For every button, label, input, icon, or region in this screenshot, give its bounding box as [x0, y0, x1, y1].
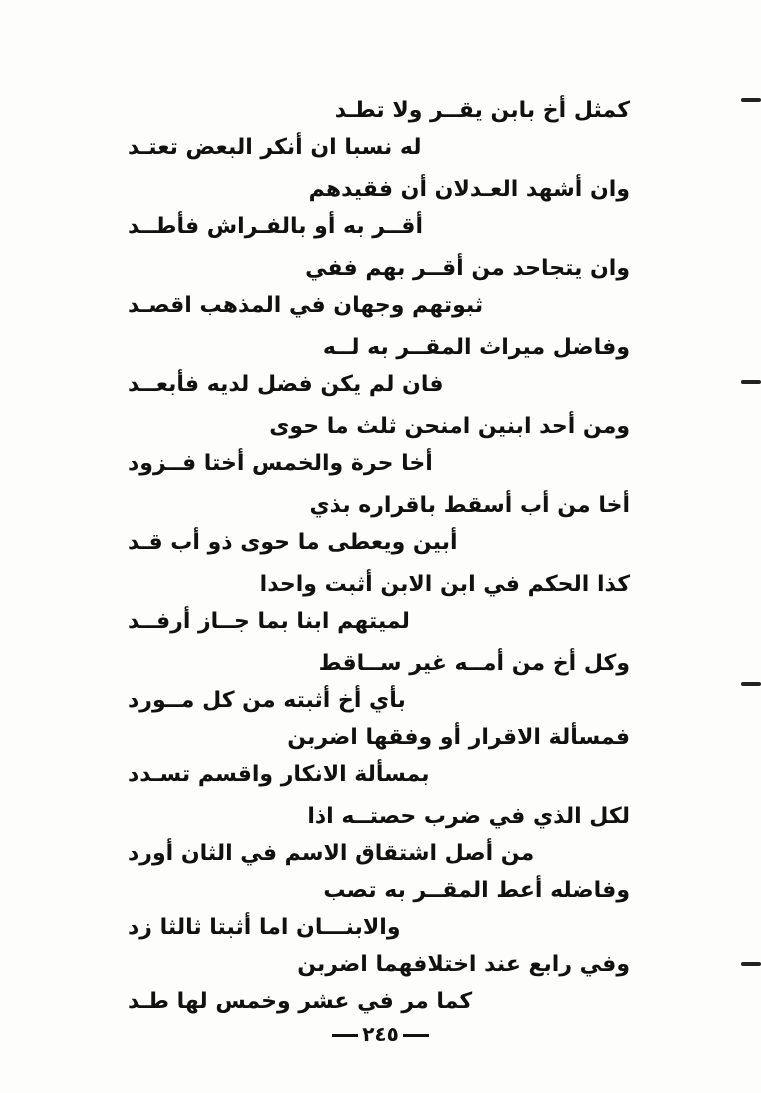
- verse-second-half: ثبوتهم وجهان في المذهب اقصـد: [128, 293, 484, 318]
- couplet-6: [110, 487, 630, 561]
- verse-second-half: بأي أخ أثبته من كل مــورد: [128, 688, 406, 713]
- verse-second-half: بمسألة الانكار واقسم تسـدد: [128, 762, 430, 787]
- verse-second-half: فان لم يكن فضل لديه فأبعــد: [128, 372, 444, 397]
- verse-first-half: وان يتجاحد من أقــر بهم ففي: [305, 256, 630, 281]
- verse-first-half: فمسألة الاقرار أو وفقها اضربن: [287, 725, 630, 750]
- couplet-4: [110, 329, 630, 403]
- verse-first-half: أخا من أب أسقط باقراره بذي: [309, 493, 630, 518]
- page-number-text: ٢٤٥: [362, 1022, 399, 1046]
- couplet-2: [110, 171, 630, 245]
- verse-second-half: من أصل اشتقاق الاسم في الثان أورد: [128, 841, 535, 866]
- couplet-8: [110, 645, 630, 719]
- couplet-10: [110, 798, 630, 872]
- verse-second-half: لميتهم ابنا بما جــاز أرفــد: [128, 609, 410, 634]
- verse-first-half: وكل أخ من أمــه غير ســاقط: [318, 651, 630, 676]
- verse-first-half: كمثل أخ بابن يقــر ولا تطـد: [334, 98, 630, 123]
- verse-second-half: أقــر به أو بالفـراش فأطــد: [128, 214, 423, 239]
- verse-second-half: كما مر في عشر وخمس لها طـد: [128, 989, 473, 1014]
- verse-first-half: لكل الذي في ضرب حصتــه اذا: [307, 804, 630, 829]
- page-number-dash-left: [332, 1034, 358, 1037]
- verse-first-half: وان أشهد العـدلان أن فقيدهم: [308, 177, 630, 202]
- verse-first-half: ومن أحد ابنين امنحن ثلث ما حوى: [269, 414, 630, 439]
- verse-first-half: وفي رابع عند اختلافهما اضربن: [297, 952, 630, 977]
- page-number-dash-right: [403, 1034, 429, 1037]
- margin-mark: [741, 682, 761, 686]
- verse-second-half: أبين ويعطى ما حوى ذو أب قـد: [128, 530, 458, 555]
- couplet-1: [110, 92, 630, 166]
- verse-first-half: وفاضل ميراث المقــر به لــه: [322, 335, 630, 360]
- couplet-12: [110, 946, 630, 1020]
- verse-second-half: أخا حرة والخمس أختا فــزود: [128, 451, 433, 476]
- page-number: [0, 1022, 761, 1046]
- couplet-11: [110, 872, 630, 946]
- verse-first-half: كذا الحكم في ابن الابن أثبت واحدا: [259, 572, 630, 597]
- verse-first-half: وفاضله أعط المقــر به تصب: [323, 878, 630, 903]
- couplet-3: [110, 250, 630, 324]
- margin-mark: [741, 962, 761, 966]
- margin-mark: [741, 380, 761, 384]
- verse-second-half: والابنـــان اما أثبتا ثالثا زد: [128, 915, 401, 940]
- poem-body: [110, 92, 630, 1020]
- verse-second-half: له نسبا ان أنكر البعض تعتـد: [128, 135, 422, 160]
- couplet-5: [110, 408, 630, 482]
- margin-mark: [741, 98, 761, 102]
- couplet-7: [110, 566, 630, 640]
- couplet-9: [110, 719, 630, 793]
